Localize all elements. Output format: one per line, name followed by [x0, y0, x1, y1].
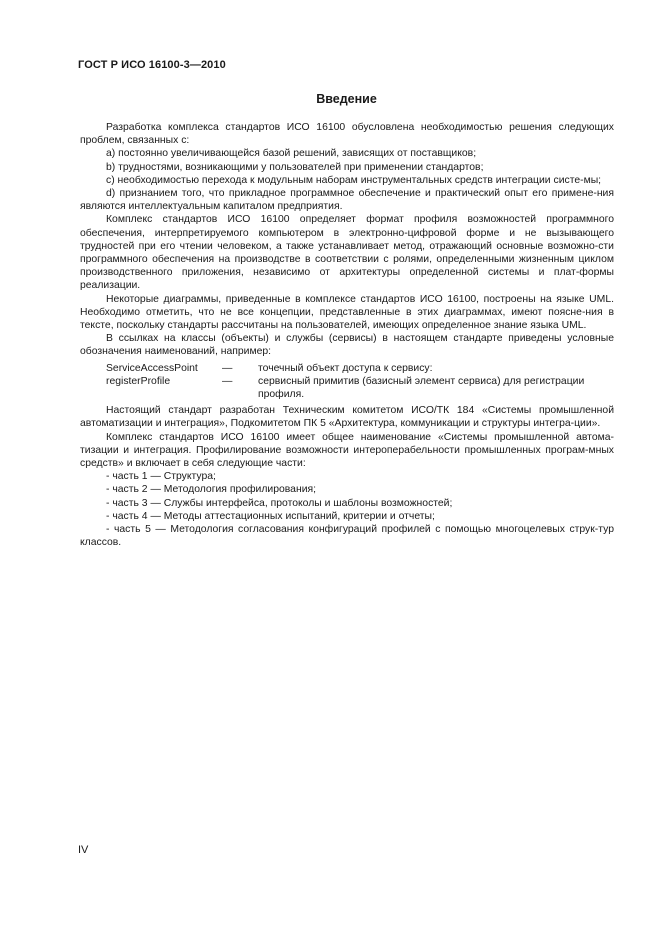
definition-row	[80, 375, 614, 388]
paragraph: Комплекс стандартов ИСО 16100 имеет общее наименование «Системы промышленной автома-тизации и интеграция. Профилирование возможности интероперабельности промышленных програм-мных средств» и включает в себя следующие части:	[80, 431, 614, 470]
paragraph: Комплекс стандартов ИСО 16100 определяет формат профиля возможностей программного обеспечения, интерпретируемого компьютером в электронно-цифровой форме и не вызывающего трудностей при его чтении человеком, а также устанавливает метод, отражающий основные возможно-сти программного обеспечения на производстве в соответствии с ролями, определенными жизненным циклом производственного приложения, независимо от архитектуры определенной системы и плат-формы реализации.	[80, 214, 614, 292]
section-title: Введение	[316, 92, 377, 106]
list-item: c) необходимостью перехода к модульным наборам инструментальных средств интеграции систе-мы;	[106, 174, 602, 186]
definition-row	[80, 362, 614, 375]
definition-term: registerProfile	[106, 375, 171, 387]
part-item: - часть 5 — Методология согласования конфигураций профилей с помощью многоцелевых струк-тур классов.	[80, 524, 614, 549]
part-item: - часть 2 — Методология профилирования;	[106, 484, 317, 496]
definition-text: точечный объект доступа к сервису:	[258, 362, 433, 374]
part-item: - часть 4 — Методы аттестационных испытаний, критерии и отчеты;	[106, 510, 435, 522]
list-item: b) трудностями, возникающими у пользователей при применении стандартов;	[106, 161, 484, 173]
document-code: ГОСТ Р ИСО 16100-3—2010	[78, 59, 226, 71]
definition-dash: —	[222, 375, 233, 387]
definition-term: ServiceAccessPoint	[106, 362, 198, 374]
paragraph: Настоящий стандарт разработан Техническим комитетом ИСО/ТК 184 «Системы промышленной автоматизации и интеграция», Подкомитетом ПК 5 «Архитектура, коммуникации и структуры интегра-ции».	[80, 405, 614, 430]
page-number: IV	[78, 844, 89, 856]
part-item: - часть 3 — Службы интерфейса, протоколы и шаблоны возможностей;	[106, 497, 453, 509]
paragraph: В ссылках на классы (объекты) и службы (сервисы) в настоящем стандарте приведены условные обозначения наименований, например:	[80, 333, 614, 358]
definition-dash: —	[222, 362, 233, 374]
paragraph: Некоторые диаграммы, приведенные в комплексе стандартов ИСО 16100, построены на языке UML. Необходимо отметить, что не все концепции, представленные в этих диаграммах, имеют поясне-ния в тексте, поскольку стандарты рассчитаны на пользователей, имеющих определенное знание языка UML.	[80, 293, 614, 332]
part-item: - часть 1 — Структура;	[106, 471, 216, 483]
definition-text: сервисный примитив (базисный элемент сервиса) для регистрации	[258, 375, 585, 387]
definitions-list	[80, 362, 614, 402]
paragraph: Разработка комплекса стандартов ИСО 16100 обусловлена необходимостью решения следующих проблем, связанных с:	[80, 122, 614, 147]
introduction-body	[80, 121, 614, 550]
list-item: d) признанием того, что прикладное программное обеспечение и практический опыт его примене-ния являются интеллектуальным капиталом предприятия.	[80, 188, 614, 213]
definition-continuation: профиля.	[258, 389, 305, 401]
list-item: a) постоянно увеличивающейся базой решений, зависящих от поставщиков;	[106, 148, 477, 160]
